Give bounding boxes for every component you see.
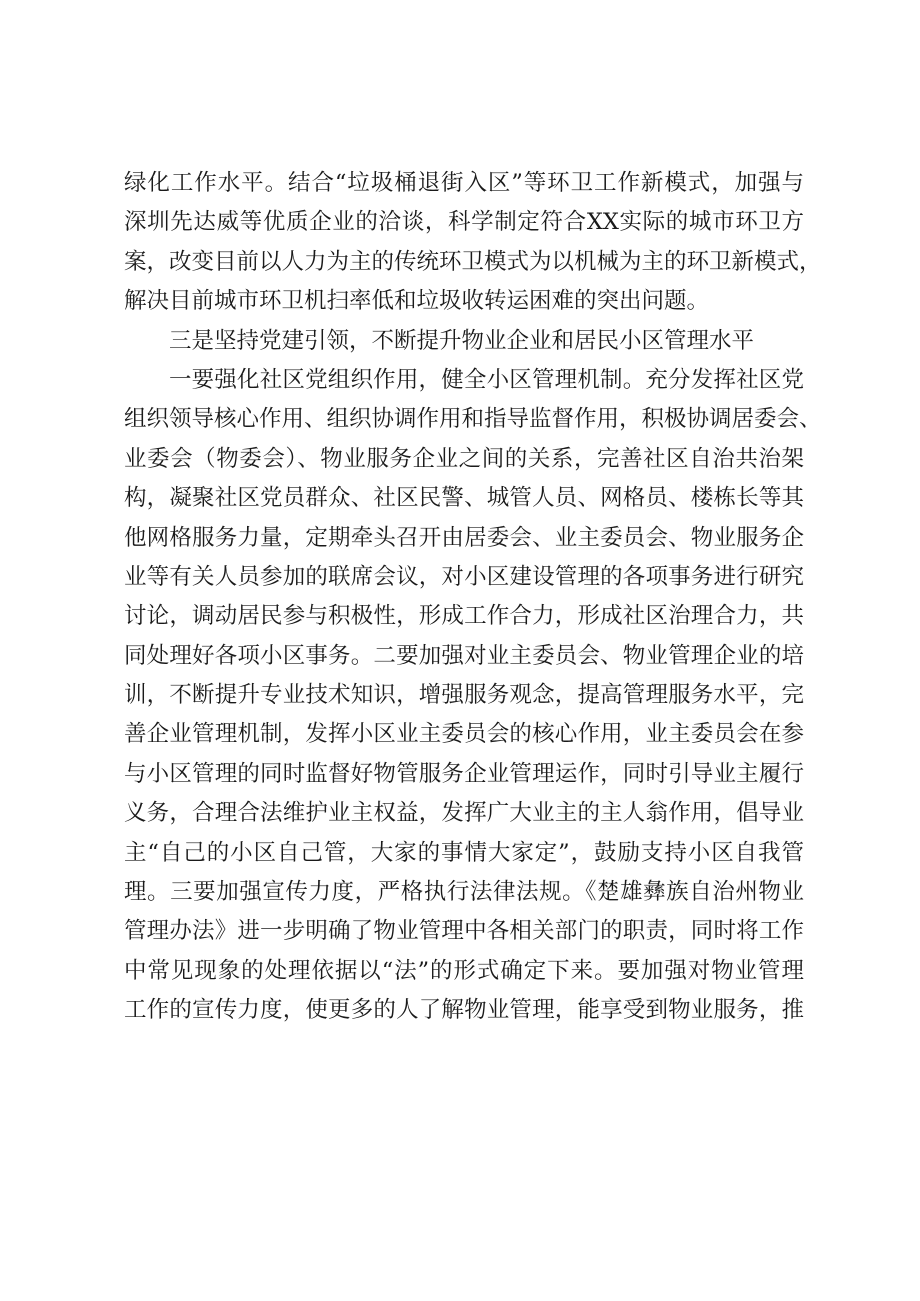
text-line: 义务，合理合法维护业主权益，发挥广大业主的主人翁作用，倡导业 [124, 800, 804, 827]
text-line: 他网格服务力量，定期牵头召开由居委会、业主委员会、物业服务企 [124, 524, 804, 551]
text-line: 主“自己的小区自己管，大家的事情大家定”，鼓励支持小区自我管 [124, 839, 804, 866]
text-line: 管理办法》进一步明确了物业管理中各相关部门的职责，同时将工作 [124, 918, 804, 945]
text-line: 绿化工作水平。结合“垃圾桶退街入区”等环卫工作新模式，加强与 [124, 170, 804, 196]
text-line: 组织领导核心作用、组织协调作用和指导监督作用，积极协调居委会、 [124, 406, 822, 433]
text-line: 训，不断提升专业技术知识，增强服务观念，提高管理服务水平，完 [124, 682, 804, 709]
text-line: 深圳先达威等优质企业的洽谈，科学制定符合XX实际的城市环卫方 [124, 209, 804, 236]
paragraph-first-line: 三是坚持党建引领，不断提升物业企业和居民小区管理水平 [169, 327, 755, 354]
body-text [124, 164, 822, 1031]
text-line: 构，凝聚社区党员群众、社区民警、城管人员、网格员、楼栋长等其 [124, 485, 804, 512]
text-line: 理。三要加强宣传力度，严格执行法律法规。《楚雄彝族自治州物业 [124, 879, 804, 906]
text-line: 与小区管理的同时监督好物管服务企业管理运作，同时引导业主履行 [124, 760, 804, 787]
text-line: 业等有关人员参加的联席会议，对小区建设管理的各项事务进行研究 [124, 563, 804, 590]
paragraph-first-line: 一要强化社区党组织作用，健全小区管理机制。充分发挥社区党 [169, 366, 804, 393]
text-line: 同处理好各项小区事务。二要加强对业主委员会、物业管理企业的培 [124, 642, 804, 669]
text-line: 业委会（物委会）、物业服务企业之间的关系，完善社区自治共治架 [124, 445, 804, 472]
text-line: 中常见现象的处理依据以“法”的形式确定下来。要加强对物业管理 [124, 957, 804, 984]
text-line: 案，改变目前以人力为主的传统环卫模式为以机械为主的环卫新模式， [124, 248, 822, 275]
text-line: 解决目前城市环卫机扫率低和垃圾收转运困难的突出问题。 [124, 288, 710, 315]
text-line: 工作的宣传力度，使更多的人了解物业管理，能享受到物业服务，推 [124, 997, 804, 1024]
text-line: 讨论，调动居民参与积极性，形成工作合力，形成社区治理合力，共 [124, 603, 804, 630]
text-line: 善企业管理机制，发挥小区业主委员会的核心作用，业主委员会在参 [124, 721, 804, 748]
